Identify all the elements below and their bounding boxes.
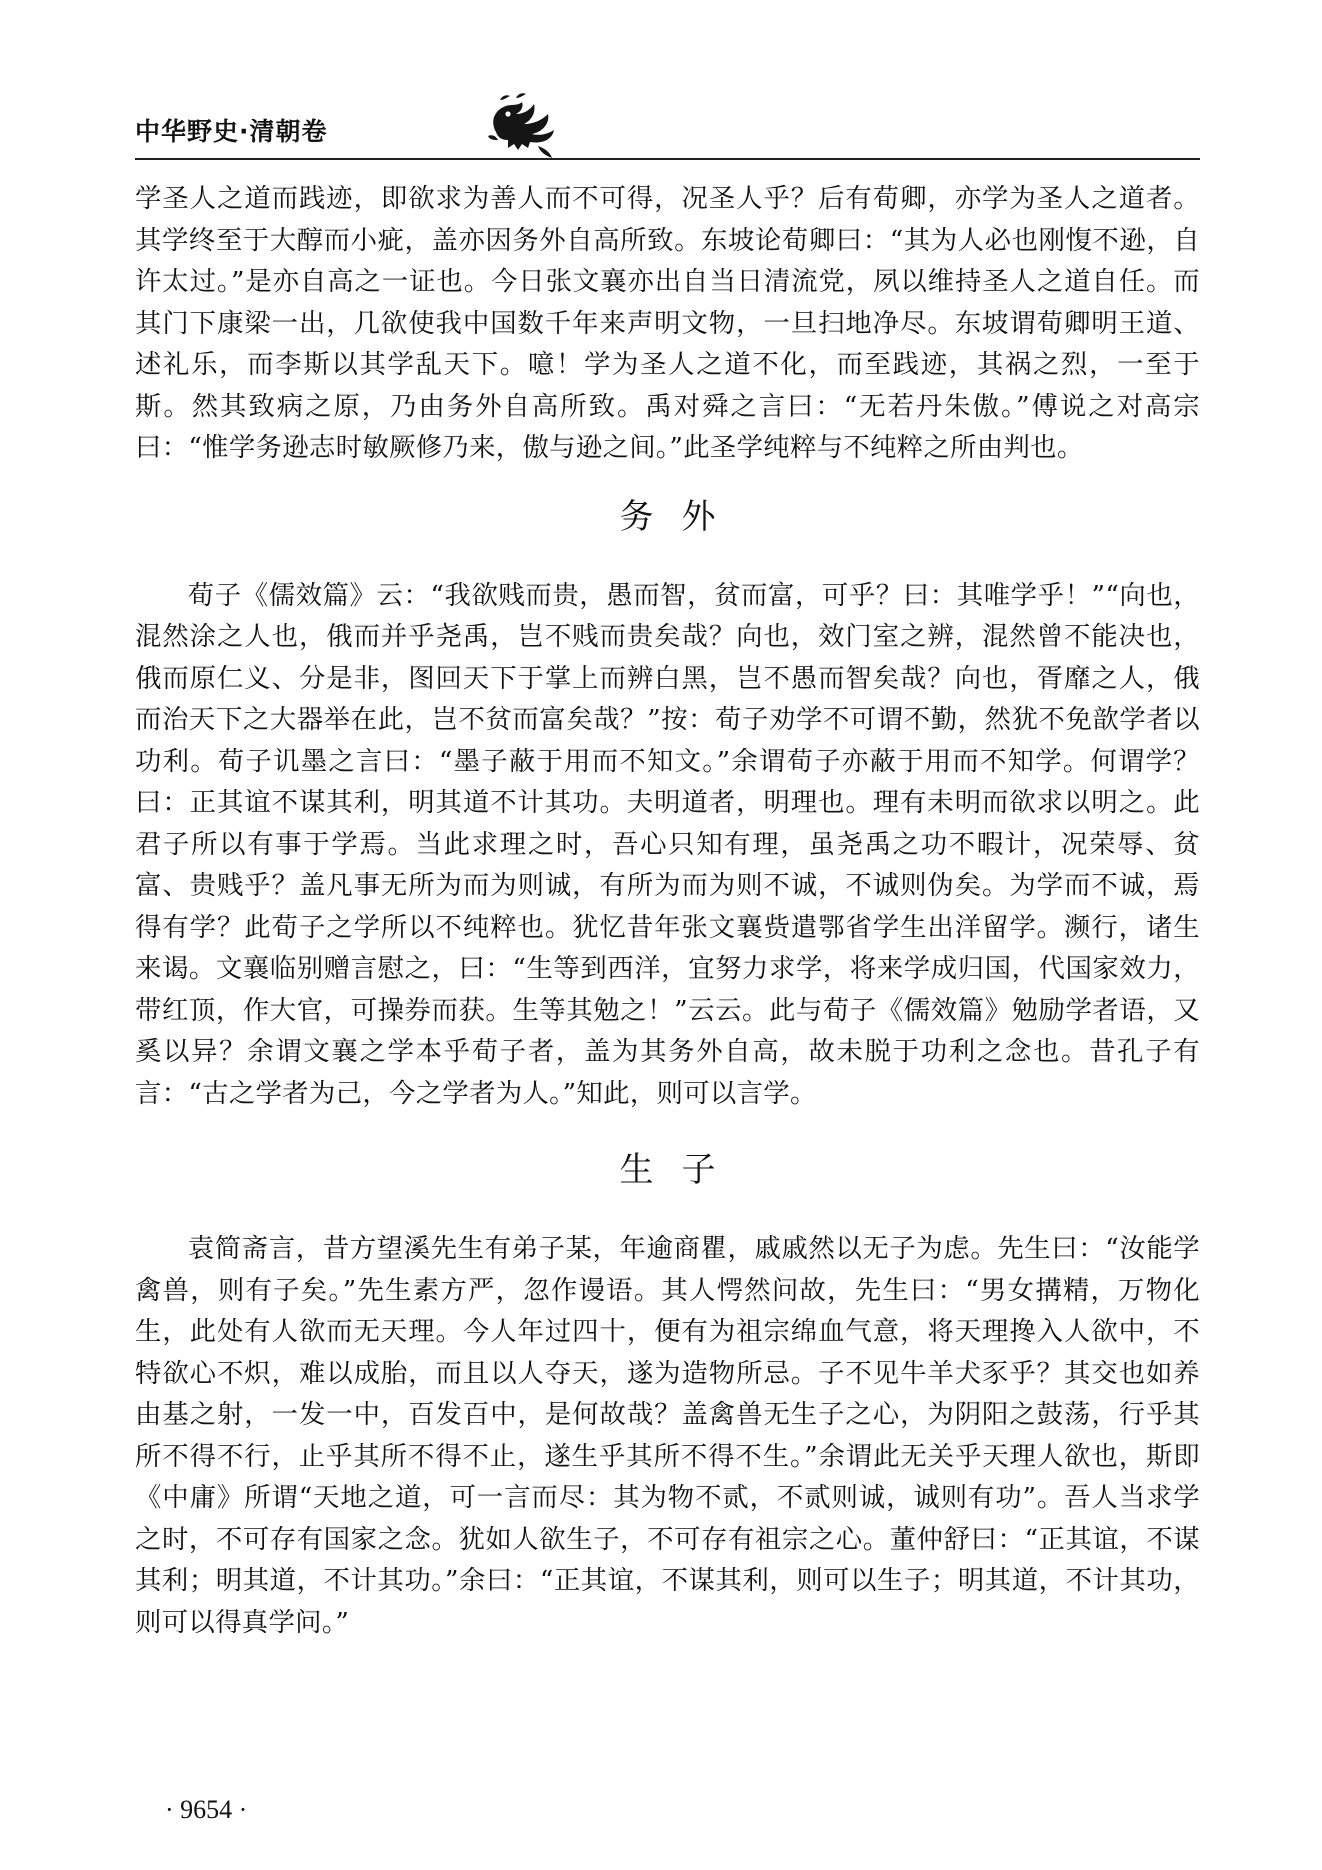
section-body-shengzi: 袁简斋言，昔方望溪先生有弟子某，年逾商瞿，戚戚然以无子为虑。先生曰：“汝能学禽兽，则有子矣。”先生素方严，忽作谩语。其人愕然问故，先生曰：“男女搆精，万物化生，此处有人欲而无天理。今人年过四十，便有为祖宗绵血气意，将天理搀入人欲中，不特欲心不炽，难以成胎，而且以人夺天，遂为造物所忌。子不见牛羊犬豕乎？其交也如养由基之射，一发一中，百发百中，是何故哉？盖禽兽无生子之心，为阴阳之鼓荡，行乎其所不得不行，止乎其所不得不止，遂生乎其所不得不生。”余谓此无关乎天理人欲也，斯即《中庸》所谓“天地之道，可一言而尽：其为物不贰，不贰则诚，诚则有功”。吾人当求学之时，不可存有国家之念。犹如人欲生子，不可存有祖宗之心。董仲舒曰：“正其谊，不谋其利；明其道，不计其功。”余曰：“正其谊，不谋其利，则可以生子；明其道，不计其功，则可以得真学问。” [135,1233,1200,1638]
header-rule [135,158,1200,160]
running-head-title: 中华野史·清朝卷 [135,117,328,146]
intro-paragraph: 学圣人之道而践迹，即欲求为善人而不可得，况圣人乎？后有荀卿，亦学为圣人之道者。其学终至于大醇而小疵，盖亦因务外自高所致。东坡论荀卿曰：“其为人必也刚愎不逊，自许太过。”是亦自高之一证也。今日张文襄亦出自当日清流党，夙以维持圣人之道自任。而其门下康梁一出，几欲使我中国数千年来声明文物，一旦扫地净尽。东坡谓荀卿明王道、述礼乐，而李斯以其学乱天下。噫！学为圣人之道不化，而至践迹，其祸之烈，一至于斯。然其致病之原，乃由务外自高所致。禹对舜之言曰：“无若丹朱傲。”傅说之对高宗曰：“惟学务逊志时敏厥修乃来，傲与逊之间。”此圣学纯粹与不纯粹之所由判也。 [135,183,1200,463]
section-title-wuwai: 务外 [619,496,744,537]
page-number: · 9654 · [165,1795,248,1824]
section-title-shengzi: 生子 [619,1150,744,1190]
dragon-emblem-icon [478,92,568,160]
section-body-wuwai: 荀子《儒效篇》云：“我欲贱而贵，愚而智，贫而富，可乎？曰：其唯学乎！”“向也，混然涂之人也，俄而并乎尧禹，岂不贱而贵矣哉？向也，效门室之辨，混然曾不能决也，俄而原仁义、分是非，图回天下于掌上而辨白黑，岂不愚而智矣哉？向也，胥靡之人，俄而治天下之大器举在此，岂不贫而富矣哉？”按：荀子劝学不可谓不勤，然犹不免歆学者以功利。荀子讥墨之言曰：“墨子蔽于用而不知文。”余谓荀子亦蔽于用而不知学。何谓学？曰：正其谊不谋其利，明其道不计其功。夫明道者，明理也。理有未明而欲求以明之。此君子所以有事于学焉。当此求理之时，吾心只知有理，虽尧禹之功不暇计，况荣辱、贫富、贵贱乎？盖凡事无所为而为则诚，有所为而为则不诚，不诚则伪矣。为学而不诚，焉得有学？此荀子之学所以不纯粹也。犹忆昔年张文襄赀遣鄂省学生出洋留学。濒行，诸生来谒。文襄临别赠言慰之，曰：“生等到西洋，宜努力求学，将来学成归国，代国家效力，带红顶，作大官，可操券而获。生等其勉之！”云云。此与荀子《儒效篇》勉励学者语，又奚以异？余谓文襄之学本乎荀子者，盖为其务外自高，故未脱于功利之念也。昔孔子有言：“古之学者为己，今之学者为人。”知此，则可以言学。 [135,579,1200,1109]
page-content [135,178,1200,1643]
